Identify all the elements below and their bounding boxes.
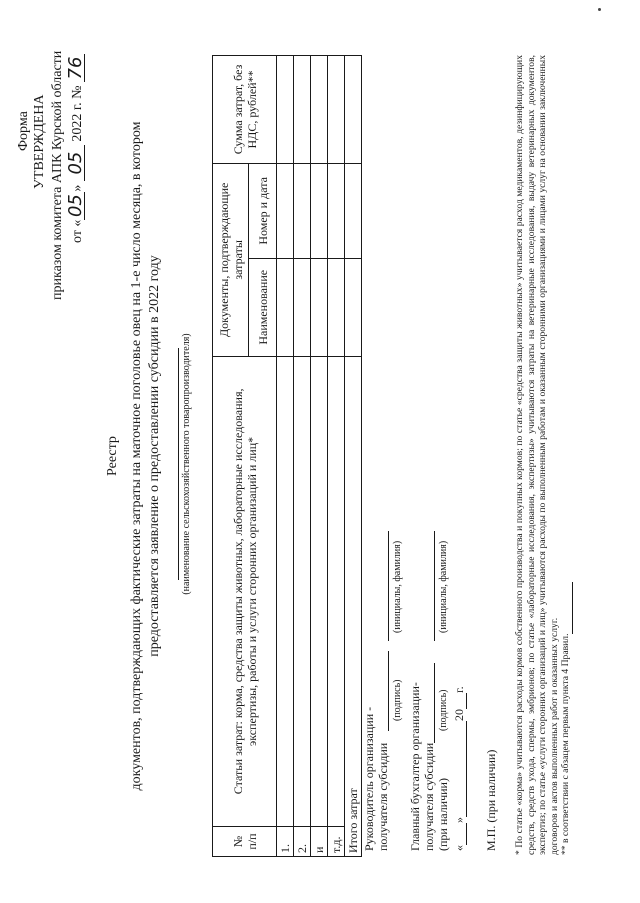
- table-cell: [328, 56, 345, 164]
- table-cell: [345, 258, 362, 356]
- table-cell: [328, 258, 345, 356]
- producer-caption: (наименование сельскохозяйственного товаропроизводителя): [181, 333, 192, 595]
- header-num: № п/п: [213, 827, 277, 857]
- table-cell: [294, 56, 311, 164]
- head-signature-line: [388, 651, 389, 731]
- head-name-line: [388, 531, 389, 641]
- date-year-blank: [452, 693, 467, 709]
- table-cell: [311, 56, 328, 164]
- registry-subtitle-2: предоставляется заявление о предоставлении субсидии в 2022 году: [147, 255, 162, 657]
- header-doc-numdate: Номер и дата: [249, 163, 277, 258]
- registry-table: [212, 55, 362, 857]
- registry-title: Реестр: [105, 436, 120, 476]
- date-prefix: от «: [70, 219, 85, 243]
- accountant-label-1: Главный бухгалтер организации-: [408, 682, 422, 851]
- table-cell: [328, 163, 345, 258]
- order-number: 76: [68, 54, 85, 82]
- date-month-blank: [452, 721, 467, 817]
- table-cell: [328, 356, 345, 826]
- form-label: Форма: [16, 111, 31, 151]
- registry-subtitle-1: документов, подтверждающих фактические затраты на маточное поголовье овец на 1-е число месяца, в котором: [129, 121, 144, 791]
- table-cell: [277, 163, 294, 258]
- head-label-2: получателя субсидии: [376, 742, 390, 851]
- table-row-num: 2.: [294, 827, 311, 857]
- table-cell: [277, 258, 294, 356]
- order-month: 05: [68, 145, 85, 181]
- order-line: приказом комитета АПК Курской области: [50, 50, 65, 300]
- date-close-quote: »: [452, 817, 466, 823]
- footnote-1: * По статье «корма» учитываются расходы кормов собственного производства и покупных кормов; по статье «средства защиты животных» учитывается расход медикаментов, дезинфицирующих средств, средств ухода, спермы, эмбрионов; по статье «лабораторные исследования, экспертизы» учитываются затраты на ветеринарные исследования, выдачу ветеринарных документов, экспертиз; по статье «услуги сторонних организаций и лиц» учитываются расходы по выполненным работам и оказанным сторонними организациями и лицами услуг на основании заключенных договоров и актов выполненных работ и оказанных услуг.: [514, 55, 560, 855]
- table-cell: [294, 258, 311, 356]
- stamp-label: М.П. (при наличии): [484, 749, 498, 851]
- accountant-name-caption: (инициалы, фамилия): [438, 540, 449, 633]
- date-open-quote: «: [452, 845, 466, 851]
- table-row-num: т.д.: [328, 827, 345, 857]
- table-row-num: и: [311, 827, 328, 857]
- date-year-prefix: 20: [452, 709, 466, 721]
- total-label: Итого затрат: [345, 356, 362, 856]
- header-doc-name: Наименование: [249, 258, 277, 356]
- approved-label: УТВЕРЖДЕНА: [32, 94, 47, 189]
- table-cell: [294, 356, 311, 826]
- order-day: 05: [68, 192, 85, 220]
- table-cell: [311, 258, 328, 356]
- accountant-if-any: (при наличии): [436, 778, 450, 851]
- scan-dot: [598, 8, 601, 11]
- accountant-sign-caption: (подпись): [438, 689, 449, 731]
- date-day-blank: [452, 823, 467, 845]
- order-date-line: [65, 54, 86, 243]
- producer-name-line: [178, 348, 179, 580]
- header-cost-items: Статьи затрат: корма, средства защиты животных, лабораторные исследования, экспертизы, работы и услуги сторонних организаций и лиц*: [213, 356, 277, 826]
- header-sum: Сумма затрат, без НДС, рублей**: [213, 56, 277, 164]
- accountant-name-line: [434, 531, 435, 641]
- table-cell: [277, 56, 294, 164]
- table-cell: [311, 356, 328, 826]
- head-label-1: Руководитель организации -: [362, 706, 376, 851]
- table-cell: [345, 163, 362, 258]
- footnote-2: [560, 582, 573, 855]
- table-cell: [294, 163, 311, 258]
- footnote-2-text: ** в соответствии с абзацем первым пункта 4 Правил.: [560, 633, 571, 855]
- table-cell: [345, 56, 362, 164]
- table-cell: [277, 356, 294, 826]
- accountant-label-2: получателя субсидии: [422, 742, 436, 851]
- accountant-signature-line: [434, 663, 435, 743]
- table-row-num: 1.: [277, 827, 294, 857]
- date-year-suffix: г.: [452, 686, 466, 693]
- head-name-caption: (инициалы, фамилия): [392, 540, 403, 633]
- sign-date: [452, 686, 467, 851]
- table-cell: [311, 163, 328, 258]
- head-sign-caption: (подпись): [392, 679, 403, 721]
- date-sep: »: [70, 184, 85, 192]
- order-year: 2022 г. №: [70, 85, 85, 142]
- header-documents: Документы, подтверждающие затраты: [213, 163, 249, 356]
- footnote-2-underline: [560, 582, 573, 634]
